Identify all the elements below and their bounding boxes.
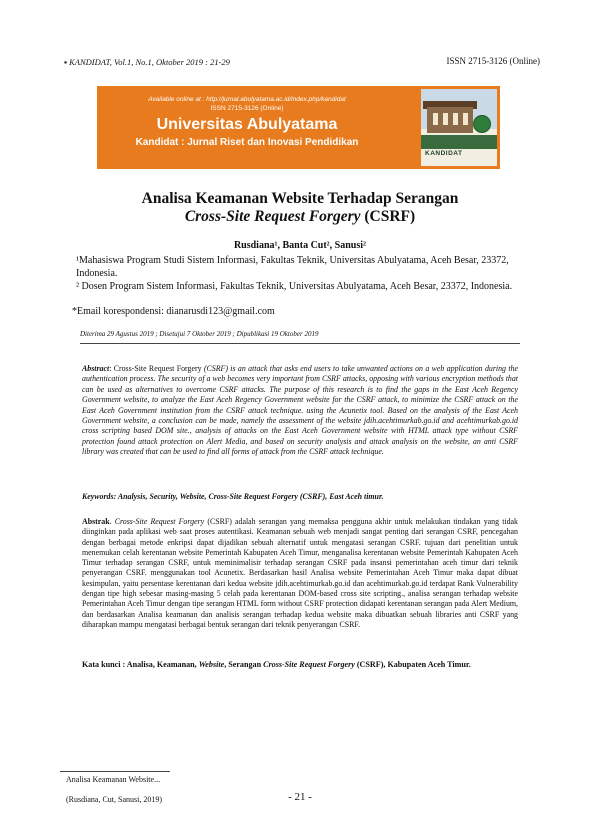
submission-dates: Diterima 29 Agustus 2019 ; Disetujui 7 Oktober 2019 ; Dipublikasi 19 Oktober 2019 [80, 330, 319, 338]
abstract-label: Abstract [82, 364, 110, 373]
title-rest: (CSRF) [360, 208, 416, 225]
footer-running-title: Analisa Keamanan Website... [66, 775, 161, 784]
abstrak-label: Abstrak [82, 517, 110, 526]
page-number: - 21 - [288, 791, 312, 803]
bullet-icon: ▪ [64, 57, 68, 67]
abstrak-text: (CSRF) adalah serangan yang memaksa pengguna akhir untuk melakukan tindakan yang tidak diinginkan pada aplikasi web saat proses autentikasi. Keamanan sebuah web menjadi sangat penting dari serangan CSRF, pencegahan dengan berbagai metode enkripsi dapat dijadikan sebuah alternatif untuk mengatasi serangan CSRF. tujuan dari penelitian untuk menemukan celah kerentanan website Pemerintah Kabupaten Aceh Timur, menganalisa kerentanan website Pemerintah Kabupaten Aceh Timur terhadap serangan CSRF, untuk meminimalisir terhadap serangan CSRF pada insansi pemerintahan aceh timur dari teknik penyerangan CSRF. menggunakan tool Acunetix. Berdasarkan hasil Analisa website Pemerintahan Aceh Timur maka dapat dibuat kesimpulan, yaitu persentase kerentanan dari kedua website jdih.acehtimurkab.go.id dan acehtimurkab.go.id terdapat Rank Vulnerability dengan tipe high sebesar masing-masing 5 celah pada kerentanan DOM-based cross site scripting., analisa serangan terhadap website Pemerintahan Aceh Timur dengan tipe serangan HTML form without CSRF protection didapati kerentanan serangan pada Alert Medium, dan berdasarkan Analisa keamanan dan analisis serangan terhadap kedua website maka dibuatkan sebuah libraries anti CSRF yang diharapkan mampu mengatasi berbagai bentuk serangan dari teknik penyerangan CSRF. [82, 517, 518, 629]
abstract-text: (CSRF) is an attack that asks end users to take unwanted actions on a web application during the authentication process. The security of a web becomes very important from CSRF attacks, opposing with various encryption methods that can be used as alternatives to overcome CSRF attacks. The purpose of this research is to find the gaps in the East Aceh Regency Government website, to analyze the East Aceh Regency Government website for the CSRF attack, to minimize the CSRF attack on the East Aceh Government institution from the CSRF attack technique. using the Acunetix tool. Based on the analysis of the East Aceh Government website, a conclusion can be made, namely the assessment of the website jdih.acehtimurkab.go.id and acehtimurkab.go.id cross scripting based DOM site., analysis of attacks on the East Aceh Government website with HTML attack type without CSRF protection found attack protection on Alert Media, and based on security analysis and attack analysis on the website, an anti CSRF library was created that can be used to find all forms of attack from the CSRF attack technique. [82, 364, 518, 457]
affiliation-2: ² Dosen Program Sistem Informasi, Fakultas Teknik, Universitas Abulyatama, Aceh Besar, 23372, Indonesia. [76, 281, 513, 292]
article-title-line1: Analisa Keamanan Website Terhadap Serangan [141, 190, 459, 207]
keywords-english: Keywords: Analysis, Security, Website, Cross-Site Request Forgery (CSRF), East Aceh timur. [82, 492, 384, 501]
affiliation-1: ¹Mahasiswa Program Studi Sistem Informasi, Fakultas Teknik, Universitas Abulyatama, Aceh Besar, 23372, Indonesia. [76, 255, 509, 279]
abstract-english [82, 364, 518, 458]
journal-cover-image [421, 89, 497, 166]
divider [80, 343, 520, 344]
issn-online: ISSN 2715-3126 (Online) [446, 56, 540, 66]
article-title-line2 [0, 208, 600, 226]
cover-label: KANDIDAT [425, 150, 463, 157]
banner-issn: ISSN 2715-3126 (Online) [210, 105, 284, 112]
banner-university: Universitas Abulyatama [156, 116, 338, 133]
university-logo-icon [473, 115, 491, 133]
abstract-lead: : Cross-Site Request Forgery [109, 364, 202, 373]
correspondence-email[interactable]: *Email korespondensi: dianarusdi123@gmail.com [72, 306, 275, 317]
journal-citation: ▪ KANDIDAT, Vol.1, No.1, Oktober 2019 : 21-29 [64, 57, 230, 67]
title-italic-part: Cross-Site Request Forgery [184, 208, 361, 225]
footer-divider [60, 771, 170, 772]
banner-url[interactable]: Available online at : http://jurnal.abulyatama.ac.id/index.php/kandidat [148, 96, 346, 103]
abstrak-indonesian: Abstrak. Cross-Site Request Forgery (CSRF) adalah serangan yang memaksa pengguna akhir untuk melakukan tindakan yang tidak diinginkan pada aplikasi web saat proses autentikasi. Keamanan sebuah web menjadi sangat penting dari serangan CSRF, pencegahan dengan berbagai metode enkripsi dapat dijadikan sebuah alternatif untuk mengatasi serangan CSRF. tujuan dari penelitian untuk menemukan celah kerentanan website Pemerintah Kabupaten Aceh Timur, menganalisa kerentanan website Pemerintah Kabupaten Aceh Timur terhadap serangan CSRF, untuk meminimalisir terhadap serangan CSRF pada insansi pemerintahan aceh timur dari teknik penyerangan CSRF. menggunakan tool Acunetix. Berdasarkan hasil Analisa website Pemerintahan Aceh Timur maka dapat dibuat kesimpulan, yaitu persentase kerentanan dari kedua website jdih.acehtimurkab.go.id dan acehtimurkab.go.id terdapat Rank Vulnerability dengan tipe high sebesar masing-masing 5 celah pada kerentanan DOM-based cross site scripting., analisa serangan terhadap website Pemerintahan Aceh Timur dengan tipe serangan HTML form without CSRF protection didapati kerentanan serangan pada Alert Medium, dan berdasarkan Analisa keamanan dan analisis serangan terhadap kedua website maka dibuatkan sebuah libraries anti CSRF yang diharapkan mampu mengatasi berbagai bentuk serangan dari teknik penyerangan CSRF. [82, 517, 518, 629]
abstrak-lead: Cross-Site Request Forgery [114, 517, 205, 526]
footer-authors-year: (Rusdiana, Cut, Sanusi, 2019) [66, 795, 162, 804]
banner-journal-name: Kandidat : Jurnal Riset dan Inovasi Pendidikan [135, 137, 359, 148]
journal-banner [97, 86, 500, 169]
authors: Rusdiana¹, Banta Cut², Sanusi² [233, 240, 367, 251]
kata-kunci: Kata kunci : Analisa, Keamanan, Website, Serangan Cross-Site Request Forgery (CSRF), Kabupaten Aceh Timur. [82, 660, 471, 669]
